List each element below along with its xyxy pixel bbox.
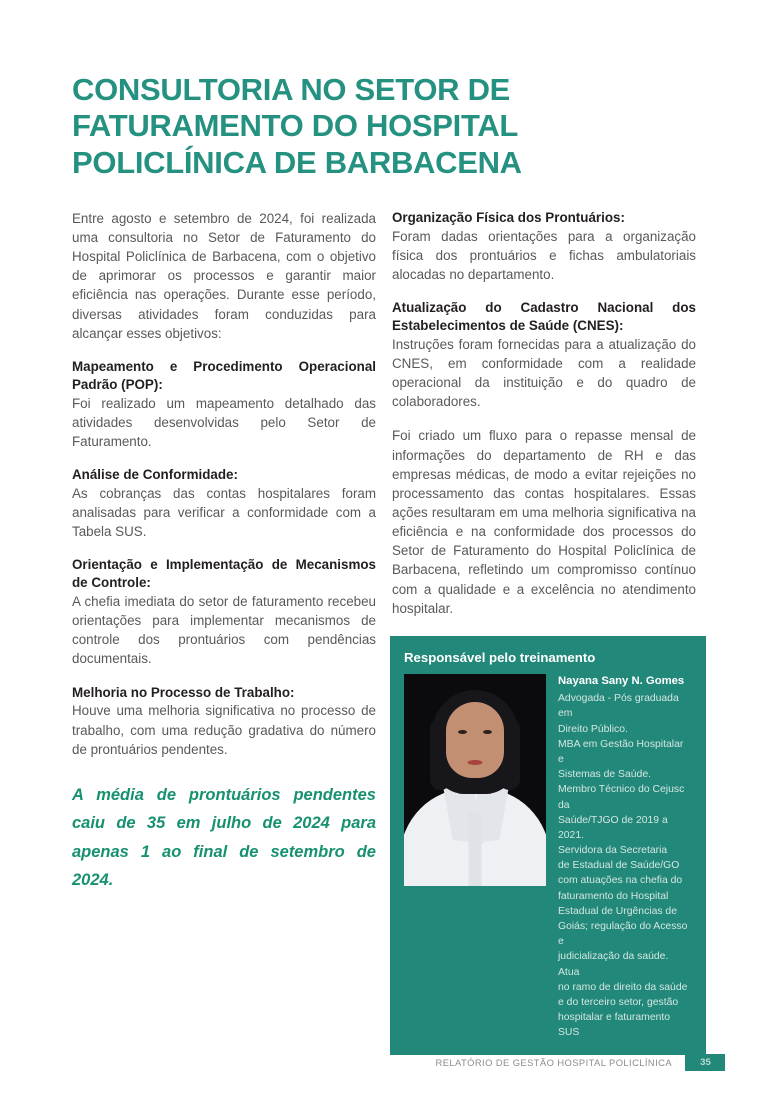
right-column — [392, 209, 696, 1055]
section-analise-conformidade — [72, 466, 376, 541]
page-number-badge: 35 — [685, 1054, 725, 1071]
section-cnes — [392, 299, 696, 411]
section-heading: Orientação e Implementação de Mecanismos de Controle: — [72, 557, 376, 591]
bio-line: Servidora da Secretaria — [558, 845, 668, 857]
intro-block — [72, 209, 376, 343]
footer-label: RELATÓRIO DE GESTÃO HOSPITAL POLICLÍNICA — [435, 1057, 672, 1068]
trainer-card-title: Responsável pelo treinamento — [404, 649, 596, 665]
bio-line: hospitalar e faturamento SUS — [558, 1012, 671, 1039]
section-mapeamento — [72, 358, 376, 451]
section-text: As cobranças das contas hospitalares foram analisadas para verificar a conformidade com a Tabela SUS. — [72, 485, 376, 540]
section-text: Foram dadas orientações para a organização física dos prontuários e fichas ambulatoriais alocadas no departamento. — [392, 228, 696, 282]
section-text: Houve uma melhoria significativa no processo de trabalho, com uma redução gradativa do número de prontuários pendentes. — [72, 703, 376, 757]
highlight-statement: A média de prontuários pendentes caiu de 35 em julho de 2024 para apenas 1 ao final de setembro de 2024. — [72, 785, 376, 890]
intro-paragraph: Entre agosto e setembro de 2024, foi realizada uma consultoria no Setor de Faturamento do Hospital Policlínica de Barbacena, com o objetivo de aprimorar os processos e garantir maior eficiência nas operações. Durante esse período, diversas atividades foram conduzidas para alcançar esses objetivos: — [72, 210, 376, 341]
section-heading: Mapeamento e Procedimento Operacional Padrão (POP): — [72, 358, 376, 392]
trainer-name: Nayana Sany N. Gomes — [558, 674, 685, 687]
left-column — [72, 209, 376, 895]
bio-line: no ramo de direito da saúde — [558, 981, 688, 993]
closing-block — [392, 426, 696, 618]
section-heading: Atualização do Cadastro Nacional dos Estabelecimentos de Saúde (CNES): — [392, 300, 696, 333]
bio-line: Saúde/TJGO de 2019 a 2021. — [558, 814, 668, 841]
section-heading: Organização Física dos Prontuários: — [392, 209, 625, 225]
trainer-card-body — [404, 674, 690, 1041]
bio-line: Goiás; regulação do Acesso e — [558, 921, 688, 948]
bio-line: com atuações na chefia do — [558, 875, 683, 887]
bio-line: de Estadual de Saúde/GO — [558, 860, 680, 872]
page-footer — [436, 1054, 725, 1071]
section-text: A chefia imediata do setor de faturamento recebeu orientações para implementar mecanismos de controle dos prontuários com pendências documentais. — [72, 593, 376, 667]
bio-line: Sistemas de Saúde. — [558, 769, 651, 781]
trainer-bio — [558, 674, 690, 1041]
closing-paragraph: Foi criado um fluxo para o repasse mensal de informações do departamento de RH e das empresas médicas, de modo a evitar rejeições no processamento das contas hospitalares. Essas ações resultaram em uma melhoria significativa na eficiência e na conformidade dos processos do Setor de Faturamento do Hospital Policlínica de Barbacena, refletindo um compromisso contínuo com a qualidade e a excelência no atendimento hospitalar. — [392, 428, 696, 616]
bio-line: Direito Público. — [558, 723, 628, 735]
section-melhoria-processo — [72, 684, 376, 759]
section-organizacao-fisica — [392, 209, 696, 284]
trainer-card — [390, 636, 706, 1055]
bio-line: Membro Técnico do Cejusc da — [558, 784, 685, 811]
bio-line: e do terceiro setor, gestão — [558, 996, 679, 1008]
section-text: Foi realizado um mapeamento detalhado das atividades desenvolvidas pelo Setor de Faturamento. — [72, 395, 376, 449]
trainer-bio-lines — [558, 691, 690, 1040]
bio-line: Estadual de Urgências de — [558, 905, 677, 917]
page-title: CONSULTORIA NO SETOR DE FATURAMENTO DO HOSPITAL POLICLÍNICA DE BARBACENA — [72, 72, 522, 180]
section-text: Instruções foram fornecidas para a atualização do CNES, em conformidade com a realidade operacional da instituição e do quadro de colaboradores. — [392, 336, 696, 410]
bio-line: Advogada - Pós graduada em — [558, 693, 679, 720]
bio-line: judicialização da saúde. Atua — [558, 951, 669, 978]
bio-line: MBA em Gestão Hospitalar e — [558, 738, 684, 765]
section-heading: Análise de Conformidade: — [72, 467, 238, 483]
two-column-layout — [72, 209, 724, 1055]
section-heading: Melhoria no Processo de Trabalho: — [72, 684, 295, 700]
bio-line: faturamento do Hospital — [558, 890, 669, 902]
section-orientacao-controle — [72, 556, 376, 668]
trainer-photo — [404, 674, 546, 886]
